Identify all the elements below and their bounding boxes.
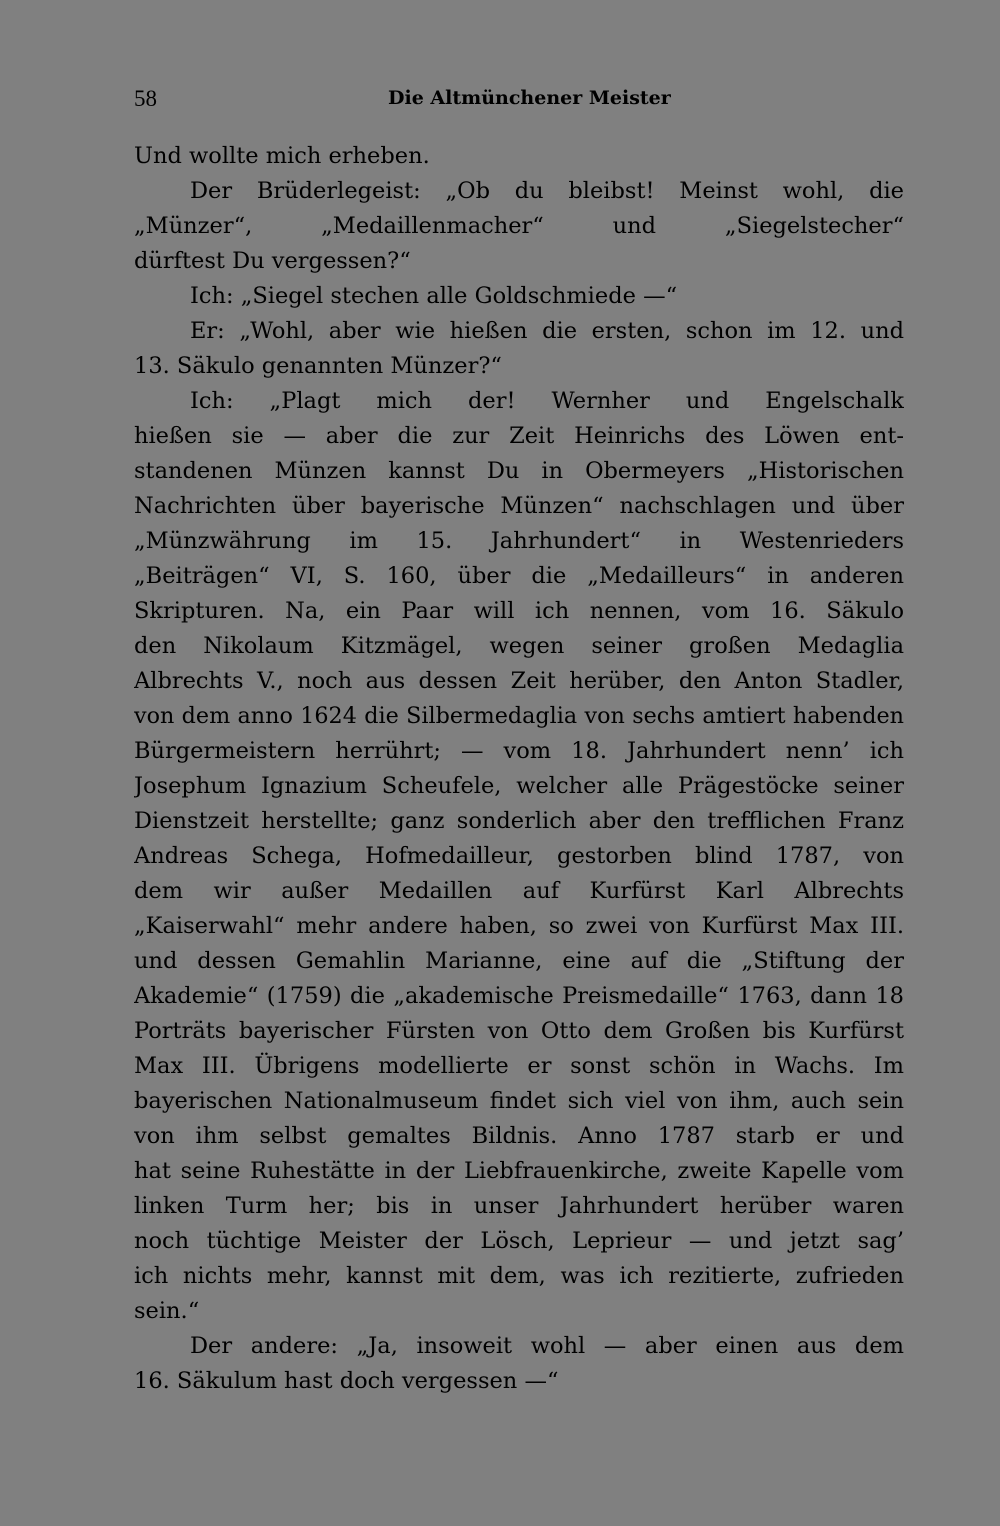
text-line: Skripturen. Na, ein Paar will ich nennen, vom 16. Säkulo xyxy=(134,598,904,624)
text-line: standenen Münzen kannst Du in Obermeyers „Historischen xyxy=(134,458,904,484)
text-line: Ich: „Plagt mich der! Wernher und Engelschalk xyxy=(190,388,904,414)
text-line: hießen sie — aber die zur Zeit Heinrichs des Löwen ent- xyxy=(134,423,904,449)
text-line: von dem anno 1624 die Silbermedaglia von sechs amtiert habenden xyxy=(134,703,904,729)
text-line: Er: „Wohl, aber wie hießen die ersten, schon im 12. und xyxy=(190,318,904,344)
text-line: noch tüchtige Meister der Lösch, Leprieur — und jetzt sag’ xyxy=(134,1228,904,1254)
text-line: „Münzwährung im 15. Jahrhundert“ in Westenrieders xyxy=(134,528,904,554)
text-line: Der Brüderlegeist: „Ob du bleibst! Meinst wohl, die xyxy=(190,178,904,204)
text-line: bayerischen Nationalmuseum findet sich viel von ihm, auch sein xyxy=(134,1088,904,1114)
text-line: von ihm selbst gemaltes Bildnis. Anno 1787 starb er und xyxy=(134,1123,904,1149)
text-line: sein.“ xyxy=(134,1298,200,1324)
text-line: Und wollte mich erheben. xyxy=(134,143,430,169)
text-line: Akademie“ (1759) die „akademische Preismedaille“ 1763, dann 18 xyxy=(134,983,904,1009)
text-line: „Beiträgen“ VI, S. 160, über die „Medailleurs“ in anderen xyxy=(134,563,904,589)
text-line: „Münzer“, „Medaillenmacher“ und „Siegelstecher“ xyxy=(134,213,904,239)
text-line: 16. Säkulum hast doch vergessen —“ xyxy=(134,1368,559,1394)
text-line: hat seine Ruhestätte in der Liebfrauenkirche, zweite Kapelle vom xyxy=(134,1158,904,1184)
text-line: dem wir außer Medaillen auf Kurfürst Karl Albrechts xyxy=(134,878,904,904)
page-number: 58 xyxy=(134,86,157,111)
text-line: linken Turm her; bis in unser Jahrhundert herüber waren xyxy=(134,1193,904,1219)
text-line: den Nikolaum Kitzmägel, wegen seiner großen Medaglia xyxy=(134,633,904,659)
text-line: Nachrichten über bayerische Münzen“ nachschlagen und über xyxy=(134,493,904,519)
text-line: „Kaiserwahl“ mehr andere haben, so zwei von Kurfürst Max III. xyxy=(134,913,904,939)
running-title: Die Altmünchener Meister xyxy=(388,87,671,109)
text-line: Ich: „Siegel stechen alle Goldschmiede —“ xyxy=(190,283,678,309)
text-line: Bürgermeistern herrührt; — vom 18. Jahrhundert nenn’ ich xyxy=(134,738,904,764)
text-line: Andreas Schega, Hofmedailleur, gestorben blind 1787, von xyxy=(134,843,904,869)
text-line: Porträts bayerischer Fürsten von Otto dem Großen bis Kurfürst xyxy=(134,1018,904,1044)
text-line: und dessen Gemahlin Marianne, eine auf die „Stiftung der xyxy=(134,948,904,974)
text-line: Max III. Übrigens modellierte er sonst schön in Wachs. Im xyxy=(134,1053,904,1079)
text-line: Josephum Ignazium Scheufele, welcher alle Prägestöcke seiner xyxy=(134,773,904,799)
text-line: dürftest Du vergessen?“ xyxy=(134,248,411,274)
page-header xyxy=(134,86,904,116)
text-line: ich nichts mehr, kannst mit dem, was ich rezitierte, zufrieden xyxy=(134,1263,904,1289)
text-line: Albrechts V., noch aus dessen Zeit herüber, den Anton Stadler, xyxy=(134,668,904,694)
text-line: Dienstzeit herstellte; ganz sonderlich aber den trefflichen Franz xyxy=(134,808,904,834)
text-line: Der andere: „Ja, insoweit wohl — aber einen aus dem xyxy=(190,1333,904,1359)
text-line: 13. Säkulo genannten Münzer?“ xyxy=(134,353,502,379)
